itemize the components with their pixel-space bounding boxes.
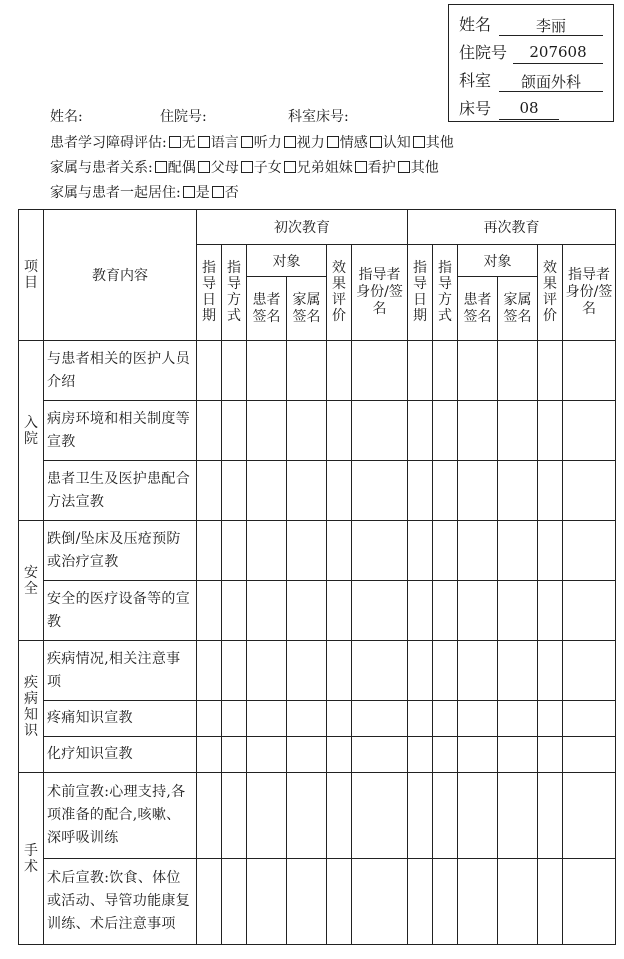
entry-cell[interactable] [498, 401, 538, 461]
header-first-method [222, 245, 247, 341]
patient-name-value: 李丽 [499, 15, 603, 36]
content-row: 术后宣教:饮食、体位或活动、导管功能康复训练、术后注意事项 [44, 859, 197, 945]
entry-cell[interactable] [222, 773, 247, 859]
entry-cell[interactable] [458, 341, 498, 401]
entry-cell[interactable] [433, 401, 458, 461]
entry-cell[interactable] [197, 701, 222, 737]
entry-cell[interactable] [222, 461, 247, 521]
checkbox-barrier-emotion[interactable] [327, 136, 339, 148]
content-row: 安全的医疗设备等的宣教 [44, 581, 197, 641]
header-method-text: 指导方式 [227, 260, 241, 324]
barrier-label: 患者学习障碍评估: [50, 135, 167, 151]
education-record-table [18, 209, 616, 945]
checkbox-barrier-hearing[interactable] [241, 136, 253, 148]
checkbox-relation-spouse[interactable] [155, 161, 167, 173]
entry-cell[interactable] [498, 521, 538, 581]
option-label: 其他 [410, 160, 439, 176]
entry-cell[interactable] [247, 461, 287, 521]
entry-cell[interactable] [498, 581, 538, 641]
section-disease-knowledge [19, 641, 44, 773]
checkbox-relation-parents[interactable] [198, 161, 210, 173]
entry-cell[interactable] [327, 341, 352, 401]
entry-cell[interactable] [458, 401, 498, 461]
entry-cell[interactable] [352, 461, 408, 521]
checkbox-cohabit-no[interactable] [212, 186, 224, 198]
option-label: 否 [224, 185, 239, 201]
section-label: 疾病知识 [24, 674, 38, 739]
entry-cell[interactable] [287, 737, 327, 773]
department-row [459, 71, 491, 91]
entry-cell[interactable] [287, 859, 327, 945]
admission-no-label: 住院号 [459, 43, 508, 62]
header-second-family-sign: 家属签名 [498, 277, 538, 341]
checkbox-relation-siblings[interactable] [284, 161, 296, 173]
entry-cell[interactable] [458, 461, 498, 521]
entry-cell[interactable] [287, 341, 327, 401]
header-date-text: 指导日期 [413, 260, 427, 324]
content-row: 术前宣教:心理支持,各项准备的配合,咳嗽、深呼吸训练 [44, 773, 197, 859]
entry-cell[interactable] [498, 641, 538, 701]
entry-cell[interactable] [498, 773, 538, 859]
entry-cell[interactable] [408, 773, 433, 859]
option-label: 情感 [339, 135, 368, 151]
header-second-instructor: 指导者身份/签名 [563, 245, 616, 341]
option-label: 配偶 [167, 160, 196, 176]
section-safety [19, 521, 44, 641]
entry-cell[interactable] [433, 341, 458, 401]
entry-cell[interactable] [247, 773, 287, 859]
header-second-date [408, 245, 433, 341]
entry-cell[interactable] [538, 521, 563, 581]
entry-cell[interactable] [538, 641, 563, 701]
bed-row [459, 99, 491, 119]
option-label: 父母 [210, 160, 239, 176]
header-item-text: 项目 [24, 259, 38, 291]
header-second-education: 再次教育 [408, 210, 616, 245]
header-effect-text: 效果评价 [543, 260, 557, 324]
header-admission-label: 住院号: [160, 109, 207, 125]
entry-cell[interactable] [287, 701, 327, 737]
entry-cell[interactable] [538, 701, 563, 737]
entry-cell[interactable] [247, 701, 287, 737]
content-row: 与患者相关的医护人员介绍 [44, 341, 197, 401]
entry-cell[interactable] [222, 401, 247, 461]
entry-cell[interactable] [498, 701, 538, 737]
header-first-education: 初次教育 [197, 210, 408, 245]
entry-cell[interactable] [458, 701, 498, 737]
entry-cell[interactable] [222, 581, 247, 641]
entry-cell[interactable] [433, 859, 458, 945]
option-label: 其他 [425, 135, 454, 151]
entry-cell[interactable] [247, 401, 287, 461]
entry-cell[interactable] [408, 859, 433, 945]
entry-cell[interactable] [433, 737, 458, 773]
entry-cell[interactable] [408, 521, 433, 581]
content-row: 化疗知识宣教 [44, 737, 197, 773]
entry-cell[interactable] [197, 401, 222, 461]
entry-cell[interactable] [222, 341, 247, 401]
entry-cell[interactable] [197, 737, 222, 773]
entry-cell[interactable] [563, 581, 616, 641]
entry-cell[interactable] [352, 641, 408, 701]
entry-cell[interactable] [247, 859, 287, 945]
entry-cell[interactable] [222, 737, 247, 773]
entry-cell[interactable] [352, 701, 408, 737]
option-label: 无 [181, 135, 196, 151]
option-label: 子女 [253, 160, 282, 176]
patient-info-box [448, 4, 614, 122]
admission-no-value: 207608 [513, 43, 603, 64]
entry-cell[interactable] [498, 341, 538, 401]
entry-cell[interactable] [458, 859, 498, 945]
entry-cell[interactable] [433, 773, 458, 859]
content-row: 跌倒/坠床及压疮预防或治疗宣教 [44, 521, 197, 581]
entry-cell[interactable] [458, 521, 498, 581]
entry-cell[interactable] [563, 401, 616, 461]
header-item [19, 210, 44, 341]
entry-cell[interactable] [222, 521, 247, 581]
header-second-target: 对象 [458, 245, 538, 277]
entry-cell[interactable] [352, 737, 408, 773]
entry-cell[interactable] [498, 859, 538, 945]
content-row: 疾病情况,相关注意事项 [44, 641, 197, 701]
entry-cell[interactable] [352, 341, 408, 401]
entry-cell[interactable] [247, 737, 287, 773]
entry-cell[interactable] [408, 737, 433, 773]
entry-cell[interactable] [327, 641, 352, 701]
entry-cell[interactable] [352, 859, 408, 945]
department-value: 颌面外科 [499, 71, 603, 92]
entry-cell[interactable] [538, 737, 563, 773]
header-second-patient-sign: 患者签名 [458, 277, 498, 341]
entry-cell[interactable] [458, 737, 498, 773]
entry-cell[interactable] [498, 461, 538, 521]
entry-cell[interactable] [197, 581, 222, 641]
entry-cell[interactable] [222, 859, 247, 945]
entry-cell[interactable] [538, 581, 563, 641]
header-first-effect [327, 245, 352, 341]
family-relation-line [50, 159, 439, 177]
header-first-target: 对象 [247, 245, 327, 277]
entry-cell[interactable] [327, 461, 352, 521]
entry-cell[interactable] [327, 701, 352, 737]
bed-value: 08 [499, 99, 559, 120]
option-label: 看护 [367, 160, 396, 176]
header-second-effect [538, 245, 563, 341]
entry-cell[interactable] [408, 461, 433, 521]
entry-cell[interactable] [538, 859, 563, 945]
entry-cell[interactable] [287, 641, 327, 701]
entry-cell[interactable] [197, 859, 222, 945]
relation-label: 家属与患者关系: [50, 160, 153, 176]
checkbox-relation-other[interactable] [398, 161, 410, 173]
entry-cell[interactable] [433, 641, 458, 701]
entry-cell[interactable] [247, 521, 287, 581]
header-dept-bed-label: 科室床号: [288, 109, 349, 125]
entry-cell[interactable] [408, 701, 433, 737]
section-admission [19, 341, 44, 521]
entry-cell[interactable] [287, 521, 327, 581]
checkbox-barrier-language[interactable] [198, 136, 210, 148]
entry-cell[interactable] [408, 641, 433, 701]
section-surgery [19, 773, 44, 945]
header-method-text: 指导方式 [438, 260, 452, 324]
entry-cell[interactable] [563, 641, 616, 701]
entry-cell[interactable] [327, 521, 352, 581]
entry-cell[interactable] [458, 641, 498, 701]
entry-cell[interactable] [327, 401, 352, 461]
entry-cell[interactable] [563, 701, 616, 737]
entry-cell[interactable] [197, 341, 222, 401]
entry-cell[interactable] [287, 773, 327, 859]
option-label: 兄弟姐妹 [296, 160, 353, 176]
entry-cell[interactable] [247, 341, 287, 401]
entry-cell[interactable] [538, 401, 563, 461]
entry-cell[interactable] [408, 581, 433, 641]
entry-cell[interactable] [327, 773, 352, 859]
checkbox-barrier-vision[interactable] [284, 136, 296, 148]
entry-cell[interactable] [287, 581, 327, 641]
entry-cell[interactable] [563, 341, 616, 401]
cohabit-label: 家属与患者一起居住: [50, 185, 181, 201]
option-label: 听力 [253, 135, 282, 151]
entry-cell[interactable] [352, 581, 408, 641]
entry-cell[interactable] [563, 737, 616, 773]
entry-cell[interactable] [433, 581, 458, 641]
entry-cell[interactable] [197, 773, 222, 859]
header-name-label: 姓名: [50, 109, 83, 125]
entry-cell[interactable] [538, 341, 563, 401]
checkbox-relation-children[interactable] [241, 161, 253, 173]
header-second-method [433, 245, 458, 341]
entry-cell[interactable] [433, 701, 458, 737]
option-label: 认知 [382, 135, 411, 151]
patient-name-row [459, 15, 491, 35]
entry-cell[interactable] [563, 859, 616, 945]
entry-cell[interactable] [538, 773, 563, 859]
header-content: 教育内容 [44, 210, 197, 341]
checkbox-cohabit-yes[interactable] [183, 186, 195, 198]
entry-cell[interactable] [197, 521, 222, 581]
checkbox-barrier-other[interactable] [413, 136, 425, 148]
entry-cell[interactable] [538, 461, 563, 521]
entry-cell[interactable] [352, 521, 408, 581]
content-row: 疼痛知识宣教 [44, 701, 197, 737]
entry-cell[interactable] [247, 581, 287, 641]
entry-cell[interactable] [352, 773, 408, 859]
header-first-date [197, 245, 222, 341]
checkbox-barrier-cognition[interactable] [370, 136, 382, 148]
entry-cell[interactable] [563, 521, 616, 581]
department-label: 科室 [459, 71, 492, 90]
header-date-text: 指导日期 [202, 260, 216, 324]
checkbox-barrier-none[interactable] [169, 136, 181, 148]
header-first-patient-sign: 患者签名 [247, 277, 287, 341]
content-row: 患者卫生及医护患配合方法宣教 [44, 461, 197, 521]
patient-name-label: 姓名 [459, 15, 492, 34]
entry-cell[interactable] [408, 341, 433, 401]
bed-label: 床号 [459, 99, 492, 118]
entry-cell[interactable] [563, 461, 616, 521]
entry-cell[interactable] [222, 641, 247, 701]
section-label: 安全 [24, 564, 38, 597]
entry-cell[interactable] [327, 859, 352, 945]
header-effect-text: 效果评价 [332, 260, 346, 324]
entry-cell[interactable] [327, 737, 352, 773]
entry-cell[interactable] [458, 581, 498, 641]
entry-cell[interactable] [287, 461, 327, 521]
entry-cell[interactable] [222, 701, 247, 737]
entry-cell[interactable] [563, 773, 616, 859]
cohabit-line [50, 184, 239, 202]
section-label: 手术 [24, 842, 38, 875]
entry-cell[interactable] [327, 581, 352, 641]
entry-cell[interactable] [498, 737, 538, 773]
entry-cell[interactable] [433, 521, 458, 581]
entry-cell[interactable] [197, 641, 222, 701]
entry-cell[interactable] [433, 461, 458, 521]
entry-cell[interactable] [458, 773, 498, 859]
checkbox-relation-caregiver[interactable] [355, 161, 367, 173]
entry-cell[interactable] [247, 641, 287, 701]
admission-no-row [459, 43, 507, 63]
option-label: 语言 [210, 135, 239, 151]
option-label: 是 [195, 185, 210, 201]
entry-cell[interactable] [352, 401, 408, 461]
barrier-assessment-line [50, 134, 454, 152]
content-row: 病房环境和相关制度等宣教 [44, 401, 197, 461]
option-label: 视力 [296, 135, 325, 151]
entry-cell[interactable] [197, 461, 222, 521]
entry-cell[interactable] [287, 401, 327, 461]
header-first-family-sign: 家属签名 [287, 277, 327, 341]
section-label: 入院 [24, 414, 38, 447]
entry-cell[interactable] [408, 401, 433, 461]
header-first-instructor: 指导者身份/签名 [352, 245, 408, 341]
